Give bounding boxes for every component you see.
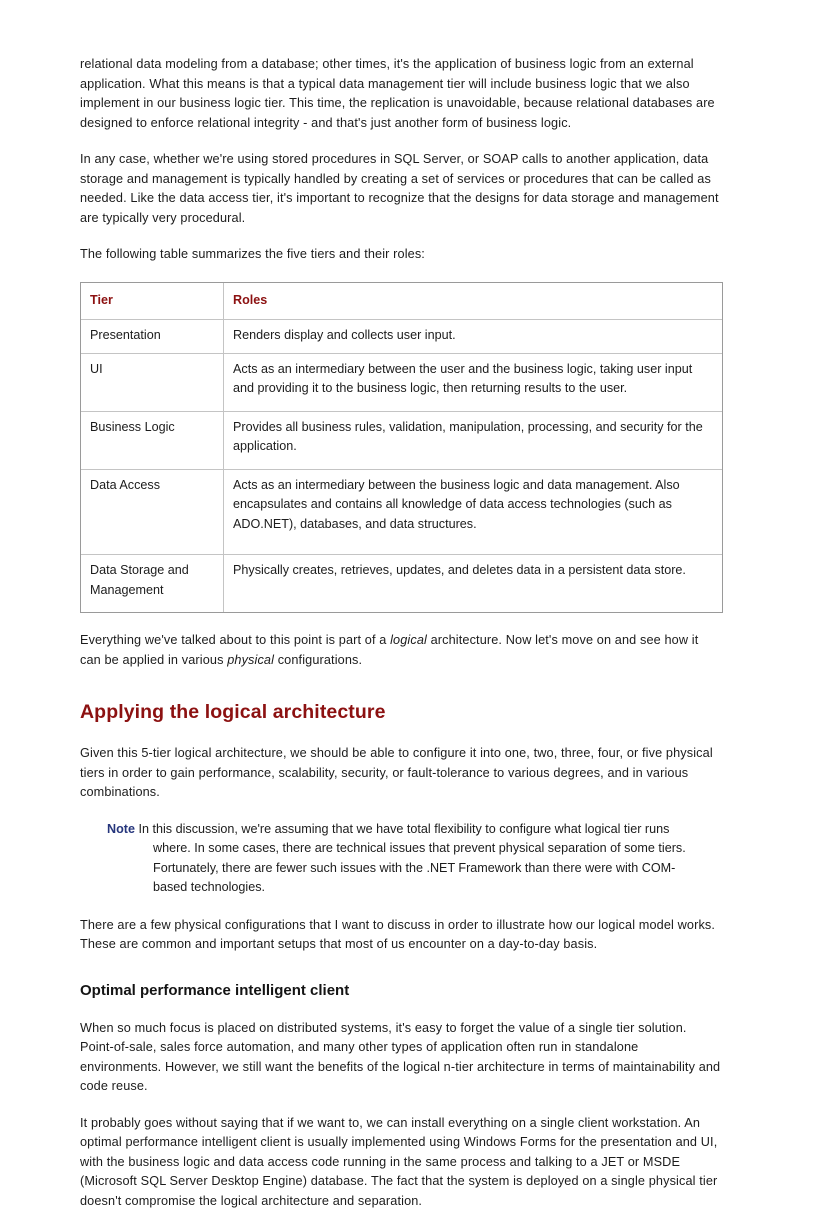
- cell-tier: UI: [81, 353, 224, 411]
- paragraph-logical-architecture-recap: [80, 631, 721, 670]
- cell-roles: Acts as an intermediary between the business logic and data management. Also encapsulates and contains all knowledge of data access technologies (such as ADO.NET), databases, and data structures.: [224, 469, 722, 555]
- note-text: In this discussion, we're assuming that we have total flexibility to configure what logical tier runs where. In some cases, there are technical issues that prevent physical separation of some tiers. Fortunately, there are fewer such issues with the .NET Framework than there were with COM-based technologies.: [139, 822, 686, 895]
- paragraph-single-tier-solution: When so much focus is placed on distributed systems, it's easy to forget the value of a single tier solution. Point-of-sale, sales force automation, and many other types of application often run in standalone environments. However, we still want the benefits of the logical n-tier architecture in terms of maintainability and code reuse.: [80, 1019, 721, 1097]
- paragraph-physical-configurations: There are a few physical configurations that I want to discuss in order to illustrate how our logical model works. These are common and important setups that most of us encounter on a day-to-day basis.: [80, 916, 721, 955]
- column-header-tier: Tier: [81, 283, 224, 320]
- column-header-roles: Roles: [224, 283, 722, 320]
- text-fragment: Everything we've talked about to this point is part of a: [80, 633, 390, 647]
- cell-tier: Business Logic: [81, 411, 224, 469]
- table-row: [81, 469, 722, 555]
- text-fragment: configurations.: [274, 653, 362, 667]
- cell-tier: Data Access: [81, 469, 224, 555]
- text-fragment: architecture. Now let's move on and see how it can be applied in various: [80, 633, 698, 667]
- paragraph-table-intro: The following table summarizes the five tiers and their roles:: [80, 245, 721, 265]
- emphasis-logical: logical: [390, 633, 427, 647]
- cell-tier: Data Storage and Management: [81, 554, 224, 612]
- note-label: Note: [107, 822, 135, 836]
- cell-roles: Provides all business rules, validation, manipulation, processing, and security for the application.: [224, 411, 722, 469]
- cell-tier: Presentation: [81, 319, 224, 353]
- section-heading-applying-logical-architecture: Applying the logical architecture: [80, 700, 721, 724]
- paragraph-stored-procedures: In any case, whether we're using stored procedures in SQL Server, or SOAP calls to another application, data storage and management is typically handled by creating a set of services or procedures that can be called as needed. Like the data access tier, it's important to recognize that the designs for data storage and management are typically very procedural.: [80, 150, 721, 228]
- table-row: [81, 353, 722, 411]
- table-row: [81, 411, 722, 469]
- table-row: [81, 319, 722, 353]
- paragraph-relational-data-modeling: relational data modeling from a database; other times, it's the application of business logic from an external application. What this means is that a typical data management tier will include business logic that we also implement in our business logic tier. This time, the replication is unavoidable, because relational databases are designed to enforce relational integrity - and that's just another form of business logic.: [80, 55, 721, 133]
- table-row: [81, 554, 722, 612]
- tier-roles-table: [80, 282, 723, 614]
- table-header-row: [81, 283, 722, 320]
- page-content: [80, 55, 721, 1211]
- emphasis-physical: physical: [227, 653, 274, 667]
- paragraph-five-tier-configuration: Given this 5-tier logical architecture, we should be able to configure it into one, two, three, four, or five physical tiers in order to gain performance, scalability, security, or fault-tolerance to various degrees, and in various combinations.: [80, 744, 721, 803]
- cell-roles: Acts as an intermediary between the user and the business logic, taking user input and providing it to the business logic, then returning results to the user.: [224, 353, 722, 411]
- subsection-heading-optimal-performance-intelligent-client: Optimal performance intelligent client: [80, 981, 721, 1001]
- cell-roles: Renders display and collects user input.: [224, 319, 722, 353]
- note-inner: [107, 820, 694, 898]
- note-callout: [80, 820, 694, 898]
- paragraph-single-client-workstation: It probably goes without saying that if we want to, we can install everything on a single client workstation. An optimal performance intelligent client is usually implemented using Windows Forms for the presentation and UI, with the business logic and data access code running in the same process and talking to a JET or MSDE (Microsoft SQL Server Desktop Engine) database. The fact that the system is deployed on a single physical tier doesn't compromise the logical architecture and separation.: [80, 1114, 721, 1211]
- cell-roles: Physically creates, retrieves, updates, and deletes data in a persistent data store.: [224, 554, 722, 612]
